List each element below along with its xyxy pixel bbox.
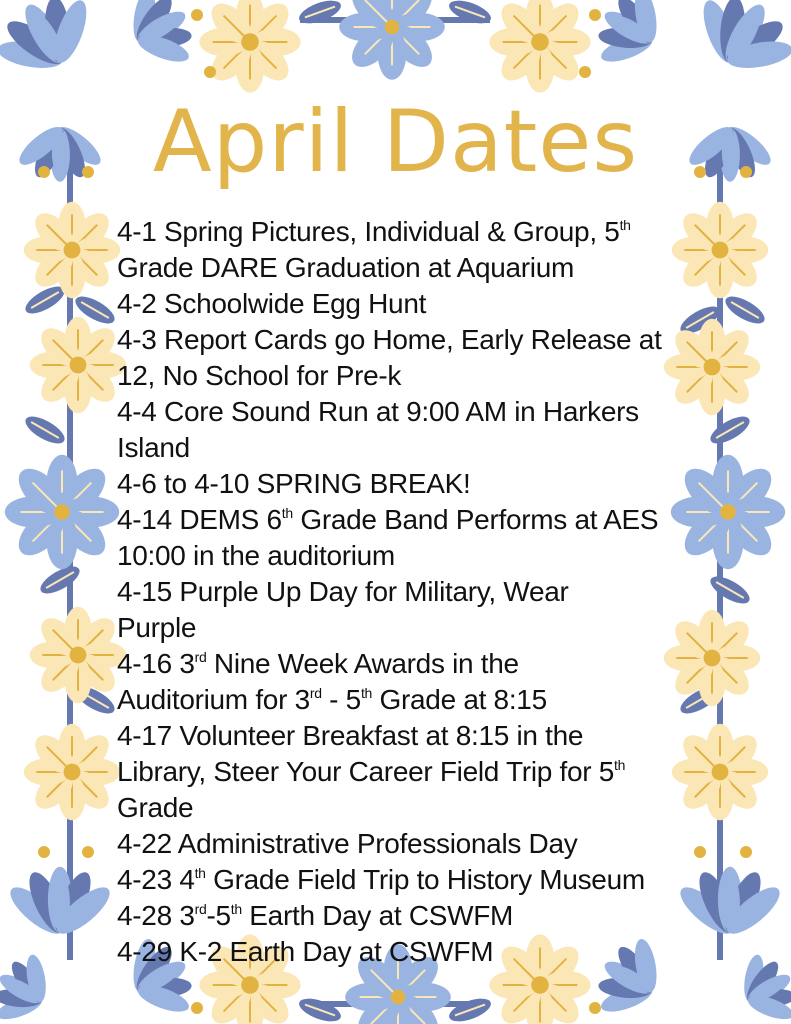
event-text: Purple (117, 612, 197, 643)
event-line (117, 898, 737, 934)
event-line (117, 322, 737, 358)
ordinal-suffix: rd (194, 649, 207, 665)
event-line (117, 826, 737, 862)
event-line (117, 214, 737, 250)
event-text: 4-29 K-2 Earth Day at CSWFM (117, 936, 494, 967)
leaf-icon (21, 411, 68, 449)
ordinal-suffix: th (619, 217, 631, 233)
event-line (117, 250, 737, 286)
ordinal-suffix: th (230, 901, 242, 917)
leaf-icon (296, 994, 344, 1024)
event-text: 10:00 in the auditorium (117, 540, 395, 571)
event-line (117, 934, 737, 970)
event-text: Earth Day at CSWFM (241, 900, 514, 931)
event-item (117, 862, 737, 898)
event-text: 4-1 Spring Pictures, Individual & Group, 5 (117, 216, 620, 247)
yellow-flower-icon (24, 724, 121, 821)
event-line (117, 610, 737, 646)
dot-icon (204, 66, 216, 78)
yellow-flower-icon (489, 0, 590, 93)
event-text: Grade at 8:15 (372, 684, 547, 715)
event-text: Library, Steer Your Career Field Trip for 5 (117, 756, 615, 787)
event-text: 4-6 to 4-10 SPRING BREAK! (117, 468, 471, 499)
event-line (117, 754, 737, 790)
blue-flower-icon (5, 455, 119, 569)
event-item (117, 646, 737, 718)
ordinal-suffix: rd (309, 685, 322, 701)
event-line (117, 538, 737, 574)
leaf-icon (296, 0, 344, 28)
event-text: - 5 (321, 684, 361, 715)
event-line (117, 430, 737, 466)
ordinal-suffix: th (614, 757, 626, 773)
dot-icon (38, 846, 50, 858)
event-line (117, 718, 737, 754)
event-text: Nine Week Awards in the (206, 648, 519, 679)
event-text: Auditorium for 3 (117, 684, 310, 715)
ordinal-suffix: th (281, 505, 293, 521)
event-text: 4-17 Volunteer Breakfast at 8:15 in the (117, 720, 584, 751)
event-text: 4-23 4 (117, 864, 195, 895)
event-line (117, 502, 737, 538)
page-title: April Dates (152, 92, 639, 192)
event-item (117, 322, 737, 394)
ordinal-suffix: th (194, 865, 206, 881)
dot-icon (579, 66, 591, 78)
blue-tulip-icon (0, 942, 67, 1024)
event-list (117, 214, 737, 970)
event-text: Grade Band Performs at AES (292, 504, 659, 535)
dot-icon (191, 9, 203, 21)
dot-icon (740, 846, 752, 858)
event-text: 4-14 DEMS 6 (117, 504, 282, 535)
event-text: 4-28 3 (117, 900, 195, 931)
event-item (117, 214, 737, 286)
event-line (117, 286, 737, 322)
event-item (117, 286, 737, 322)
event-text: 4-3 Report Cards go Home, Early Release at (117, 324, 662, 355)
dot-icon (82, 846, 94, 858)
event-item (117, 826, 737, 862)
event-text: 4-16 3 (117, 648, 195, 679)
event-item (117, 394, 737, 466)
event-item (117, 718, 737, 826)
event-text: Island (117, 432, 190, 463)
event-text: Grade DARE Graduation at Aquarium (117, 252, 575, 283)
blue-tulip-icon (0, 0, 114, 98)
blue-tulip-icon (676, 0, 791, 98)
event-item (117, 466, 737, 502)
event-line (117, 682, 737, 718)
yellow-flower-icon (30, 607, 127, 704)
ordinal-suffix: rd (194, 901, 207, 917)
event-line (117, 646, 737, 682)
leaf-icon (446, 994, 494, 1024)
event-text: Grade (117, 792, 194, 823)
event-text: 4-15 Purple Up Day for Military, Wear (117, 576, 569, 607)
event-line (117, 862, 737, 898)
blue-tulip-icon (4, 867, 116, 941)
event-item (117, 574, 737, 646)
event-text: -5 (206, 900, 231, 931)
event-line (117, 466, 737, 502)
event-line (117, 358, 737, 394)
event-item (117, 898, 737, 934)
dot-icon (589, 9, 601, 21)
dot-icon (191, 1002, 203, 1014)
leaf-icon (446, 0, 494, 28)
ordinal-suffix: th (360, 685, 373, 701)
yellow-flower-icon (24, 202, 121, 299)
event-text: 4-22 Administrative Professionals Day (117, 828, 578, 859)
event-text: 4-4 Core Sound Run at 9:00 AM in Harkers (117, 396, 639, 427)
event-item (117, 502, 737, 574)
yellow-flower-icon (199, 0, 300, 93)
event-text: 12, No School for Pre-k (117, 360, 402, 391)
event-item (117, 934, 737, 970)
event-text: 4-2 Schoolwide Egg Hunt (117, 288, 427, 319)
event-line (117, 394, 737, 430)
event-line (117, 574, 737, 610)
event-text: Grade Field Trip to History Museum (205, 864, 645, 895)
blue-flower-icon (339, 0, 445, 80)
yellow-flower-icon (30, 317, 127, 414)
dot-icon (589, 1002, 601, 1014)
event-line (117, 790, 737, 826)
